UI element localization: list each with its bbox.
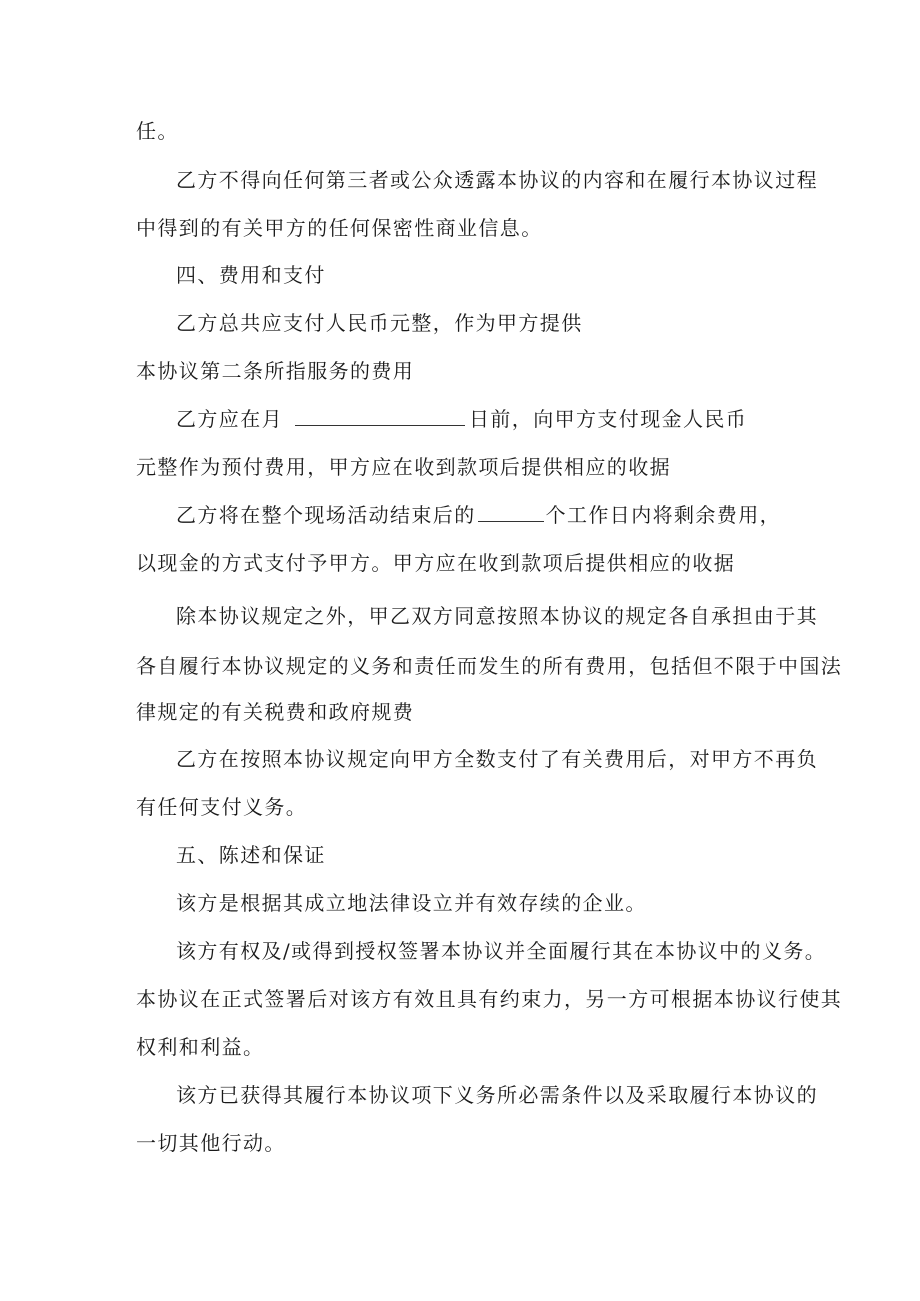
text-line: 本协议在正式签署后对该方有效且具有约束力，另一方可根据本协议行使其 [136,987,843,1011]
text-line: 有任何支付义务。 [136,795,308,819]
text-line: 各自履行本协议规定的义务和责任而发生的所有费用，包括但不限于中国法 [136,654,843,678]
paragraph-payment-obligation: 乙方在按照本协议规定向甲方全数支付了有关费用后，对甲方不再负 [176,747,818,771]
text-line: 权利和利益。 [136,1035,265,1059]
text-line: 律规定的有关税费和政府规费 [136,700,415,724]
text-segment: 个工作日内将剩余费用， [545,503,782,527]
section-heading-fees: 四、费用和支付 [176,263,326,287]
paragraph-conditions: 该方已获得其履行本协议项下义务所必需条件以及采取履行本协议的 [176,1083,818,1107]
paragraph-legal-entity: 该方是根据其成立地法律设立并有效存续的企业。 [176,891,647,915]
text-line: 本协议第二条所指服务的费用 [136,359,415,383]
text-line: 任。 [136,119,179,143]
paragraph-remaining-fee [176,502,781,528]
paragraph-prepayment [176,406,747,432]
text-line: 中得到的有关甲方的任何保密性商业信息。 [136,216,543,240]
text-segment: 日前，向甲方支付现金人民币 [469,407,748,431]
text-line: 一切其他行动。 [136,1131,286,1155]
section-heading-representations: 五、陈述和保证 [176,843,326,867]
paragraph-authority: 该方有权及/或得到授权签署本协议并全面履行其在本协议中的义务。 [176,939,827,963]
date-blank [295,407,465,426]
text-line: 元整作为预付费用，甲方应在收到款项后提供相应的收据 [136,455,671,479]
text-segment: 乙方应在月 [176,407,283,431]
text-line: 以现金的方式支付予甲方。甲方应在收到款项后提供相应的收据 [136,551,736,575]
paragraph-total-fee: 乙方总共应支付人民币元整，作为甲方提供 [176,311,583,335]
days-blank [478,503,544,522]
paragraph-confidentiality: 乙方不得向任何第三者或公众透露本协议的内容和在履行本协议过程 [176,168,818,192]
paragraph-expenses: 除本协议规定之外，甲乙双方同意按照本协议的规定各自承担由于其 [176,604,818,628]
text-segment: 乙方将在整个现场活动结束后的 [176,503,476,527]
